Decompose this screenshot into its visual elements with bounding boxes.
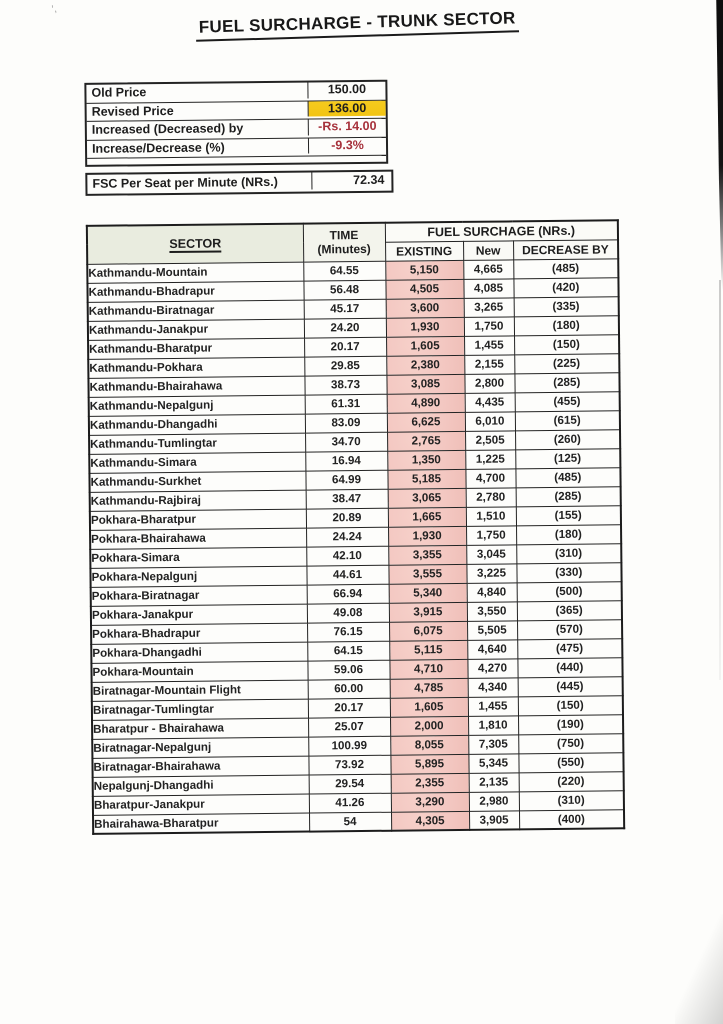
new-fsc-cell: 3,905 [469,810,519,830]
sector-cell: Pokhara-Dhangadhi [91,642,307,663]
existing-fsc-cell: 3,355 [388,545,466,565]
scan-mark-artifact: ′, [50,3,58,16]
time-cell: 45.17 [304,299,386,319]
time-cell: 76.15 [307,622,389,642]
sector-cell: Biratnagar-Tumlingtar [92,699,308,720]
decrease-by-cell: (615) [515,410,620,430]
new-fsc-cell: 4,270 [467,658,517,678]
new-fsc-cell: 4,640 [467,639,517,659]
new-fsc-cell: 3,045 [466,544,516,564]
new-fsc-cell: 2,505 [465,430,515,450]
sector-column-header-label: SECTOR [169,236,222,252]
decrease-by-cell: (485) [515,467,620,487]
sector-cell: Kathmandu-Biratnagar [88,300,304,321]
new-fsc-cell: 4,085 [463,278,513,298]
existing-fsc-cell: 4,305 [391,811,469,831]
existing-fsc-cell: 5,115 [389,640,467,660]
decrease-by-cell: (455) [515,391,620,411]
new-fsc-cell: 1,810 [468,715,518,735]
existing-fsc-cell: 2,000 [390,716,468,736]
decrease-by-cell: (150) [514,334,619,354]
existing-fsc-cell: 1,350 [387,450,465,470]
sector-cell: Kathmandu-Dhangadhi [89,414,305,435]
decrease-by-cell: (550) [518,752,623,772]
decrease-by-cell: (485) [513,258,618,278]
sector-cell: Kathmandu-Janakpur [88,319,304,340]
sector-cell: Kathmandu-Bhadrapur [87,281,303,302]
title-wrap [0,2,719,47]
decrease-by-cell: (150) [518,695,623,715]
existing-fsc-cell: 6,625 [387,412,465,432]
sector-cell: Nepalgunj-Dhangadhi [93,775,309,796]
time-cell: 41.26 [309,793,391,813]
sector-cell: Pokhara-Janakpur [91,604,307,625]
time-cell: 61.31 [305,394,387,414]
time-cell: 42.10 [306,546,388,566]
new-column-header: New [463,240,513,260]
time-cell: 100.99 [308,736,390,756]
decrease-by-cell: (180) [514,315,619,335]
new-fsc-cell: 2,800 [464,373,514,393]
decrease-by-cell: (190) [518,714,623,734]
decrease-by-cell: (180) [516,524,621,544]
sector-table-body [87,258,624,834]
existing-fsc-cell: 2,355 [391,773,469,793]
decrease-by-cell: (335) [514,296,619,316]
new-fsc-cell: 1,225 [465,449,515,469]
sector-cell: Kathmandu-Bharatpur [88,338,304,359]
time-cell: 64.15 [307,641,389,661]
time-cell: 73.92 [308,755,390,775]
existing-fsc-cell: 5,895 [390,754,468,774]
sector-cell: Biratnagar-Mountain Flight [92,680,308,701]
time-cell: 24.20 [304,318,386,338]
increased-decreased-label: Increased (Decreased) by [91,121,244,137]
time-header-line1: TIME [329,228,359,243]
new-fsc-cell: 4,340 [468,677,518,697]
decrease-by-cell: (285) [514,372,619,392]
existing-column-header: EXISTING [385,241,463,261]
time-cell: 64.99 [305,470,387,490]
fuel-surcharge-table-header [87,220,618,264]
time-cell: 34.70 [305,432,387,452]
time-cell: 60.00 [308,679,390,699]
decrease-by-cell: (440) [517,657,622,677]
fsc-per-minute-table [85,170,393,196]
sector-cell: Bharatpur - Bhairahawa [92,718,308,739]
time-cell: 64.55 [303,261,385,281]
time-cell: 44.61 [306,565,388,585]
sector-cell: Bhairahawa-Bharatpur [93,813,309,834]
time-cell: 29.85 [304,356,386,376]
new-fsc-cell: 2,155 [464,354,514,374]
increase-decrease-pct-label: Increase/Decrease (%) [91,139,225,156]
sector-cell: Pokhara-Nepalgunj [90,566,306,587]
decrease-by-cell: (570) [517,619,622,639]
new-fsc-cell: 1,750 [466,525,516,545]
decrease-by-cell: (475) [517,638,622,658]
decrease-by-cell: (155) [516,505,621,525]
decrease-by-cell: (365) [517,600,622,620]
existing-fsc-cell: 1,930 [388,526,466,546]
time-cell: 38.73 [304,375,386,395]
page-title: FUEL SURCHARGE - TRUNK SECTOR [196,8,519,42]
sector-cell: Pokhara-Bhadrapur [91,623,307,644]
sector-cell: Pokhara-Simara [90,547,306,568]
time-cell: 66.94 [307,584,389,604]
new-fsc-cell: 3,265 [464,297,514,317]
old-price-label: Old Price [91,85,147,100]
new-fsc-cell: 2,780 [466,487,516,507]
old-price-value: 150.00 [307,82,385,98]
sector-cell: Kathmandu-Bhairahawa [88,376,304,397]
fsc-value: 72.34 [311,172,391,189]
new-fsc-cell: 4,665 [463,259,513,279]
fsc-label: FSC Per Seat per Minute (NRs.) [92,174,278,191]
existing-fsc-cell: 3,290 [391,792,469,812]
new-fsc-cell: 2,980 [469,791,519,811]
existing-fsc-cell: 6,075 [389,621,467,641]
scan-edge-faint-artifact [719,280,721,680]
sector-cell: Kathmandu-Pokhara [88,357,304,378]
existing-fsc-cell: 1,930 [386,317,464,337]
time-cell: 59.06 [307,660,389,680]
new-fsc-cell: 1,455 [464,335,514,355]
time-cell: 56.48 [303,280,385,300]
new-fsc-cell: 6,010 [465,411,515,431]
decrease-by-cell: (260) [515,429,620,449]
increase-decrease-pct-value: -9.3% [308,137,386,153]
new-fsc-cell: 4,840 [467,582,517,602]
time-cell: 24.24 [306,527,388,547]
existing-fsc-cell: 4,505 [385,279,463,299]
existing-fsc-cell: 3,915 [389,602,467,622]
price-summary-table [84,80,388,167]
revised-price-label: Revised Price [91,103,174,119]
existing-fsc-cell: 5,150 [385,260,463,280]
time-cell: 83.09 [305,413,387,433]
sector-cell: Kathmandu-Simara [89,452,305,473]
time-cell: 20.89 [306,508,388,528]
existing-fsc-cell: 3,065 [388,488,466,508]
decrease-by-column-header: DECREASE BY [513,239,618,259]
decrease-by-cell: (330) [516,562,621,582]
sector-cell: Bharatpur-Janakpur [93,794,309,815]
new-fsc-cell: 1,750 [464,316,514,336]
decrease-by-cell: (750) [518,733,623,753]
decrease-by-cell: (310) [519,790,624,810]
fuel-surcharge-group-header: FUEL SURCHAGE (NRs.) [385,220,618,241]
sector-cell: Pokhara-Bhairahawa [90,528,306,549]
time-cell: 16.94 [305,451,387,471]
existing-fsc-cell: 1,605 [386,336,464,356]
new-fsc-cell: 5,345 [468,753,518,773]
time-cell: 54 [309,812,391,832]
time-cell: 29.54 [309,774,391,794]
time-cell: 49.08 [307,603,389,623]
decrease-by-cell: (445) [518,676,623,696]
sector-cell: Pokhara-Biratnagar [91,585,307,606]
new-fsc-cell: 4,435 [465,392,515,412]
sector-cell: Kathmandu-Tumlingtar [89,433,305,454]
time-cell: 20.17 [308,698,390,718]
new-fsc-cell: 7,305 [468,734,518,754]
new-fsc-cell: 1,510 [466,506,516,526]
decrease-by-cell: (220) [519,771,624,791]
revised-price-value: 136.00 [308,100,386,116]
existing-fsc-cell: 4,785 [390,678,468,698]
sector-column-header [87,224,303,264]
existing-fsc-cell: 5,185 [387,469,465,489]
new-fsc-cell: 5,505 [467,620,517,640]
time-header-line2: (Minutes) [317,242,371,257]
sector-cell: Kathmandu-Mountain [87,262,303,283]
new-fsc-cell: 3,550 [467,601,517,621]
new-fsc-cell: 2,135 [469,772,519,792]
increased-decreased-value: -Rs. 14.00 [308,119,386,135]
existing-fsc-cell: 5,340 [389,583,467,603]
decrease-by-cell: (285) [516,486,621,506]
new-fsc-cell: 4,700 [465,468,515,488]
time-cell: 38.47 [306,489,388,509]
time-cell: 25.07 [308,717,390,737]
decrease-by-cell: (125) [515,448,620,468]
decrease-by-cell: (420) [513,277,618,297]
time-column-header [303,223,385,262]
fuel-surcharge-table [86,219,625,835]
existing-fsc-cell: 3,555 [388,564,466,584]
existing-fsc-cell: 1,665 [388,507,466,527]
existing-fsc-cell: 8,055 [390,735,468,755]
existing-fsc-cell: 3,085 [386,374,464,394]
existing-fsc-cell: 3,600 [386,298,464,318]
new-fsc-cell: 1,455 [468,696,518,716]
scan-smudge-artifact [675,914,723,1024]
decrease-by-cell: (500) [517,581,622,601]
time-cell: 20.17 [304,337,386,357]
sector-cell: Kathmandu-Nepalgunj [89,395,305,416]
existing-fsc-cell: 4,710 [389,659,467,679]
decrease-by-cell: (310) [516,543,621,563]
sector-cell: Kathmandu-Surkhet [89,471,305,492]
decrease-by-cell: (400) [519,809,624,829]
sector-cell: Biratnagar-Nepalgunj [92,737,308,758]
existing-fsc-cell: 2,765 [387,431,465,451]
new-fsc-cell: 3,225 [466,563,516,583]
sector-cell: Pokhara-Mountain [91,661,307,682]
decrease-by-cell: (225) [514,353,619,373]
increase-decrease-pct-row [87,137,386,159]
existing-fsc-cell: 4,890 [387,393,465,413]
existing-fsc-cell: 2,380 [386,355,464,375]
sector-cell: Kathmandu-Rajbiraj [90,490,306,511]
sector-cell: Biratnagar-Bhairahawa [92,756,308,777]
sector-cell: Pokhara-Bharatpur [90,509,306,530]
existing-fsc-cell: 1,605 [390,697,468,717]
